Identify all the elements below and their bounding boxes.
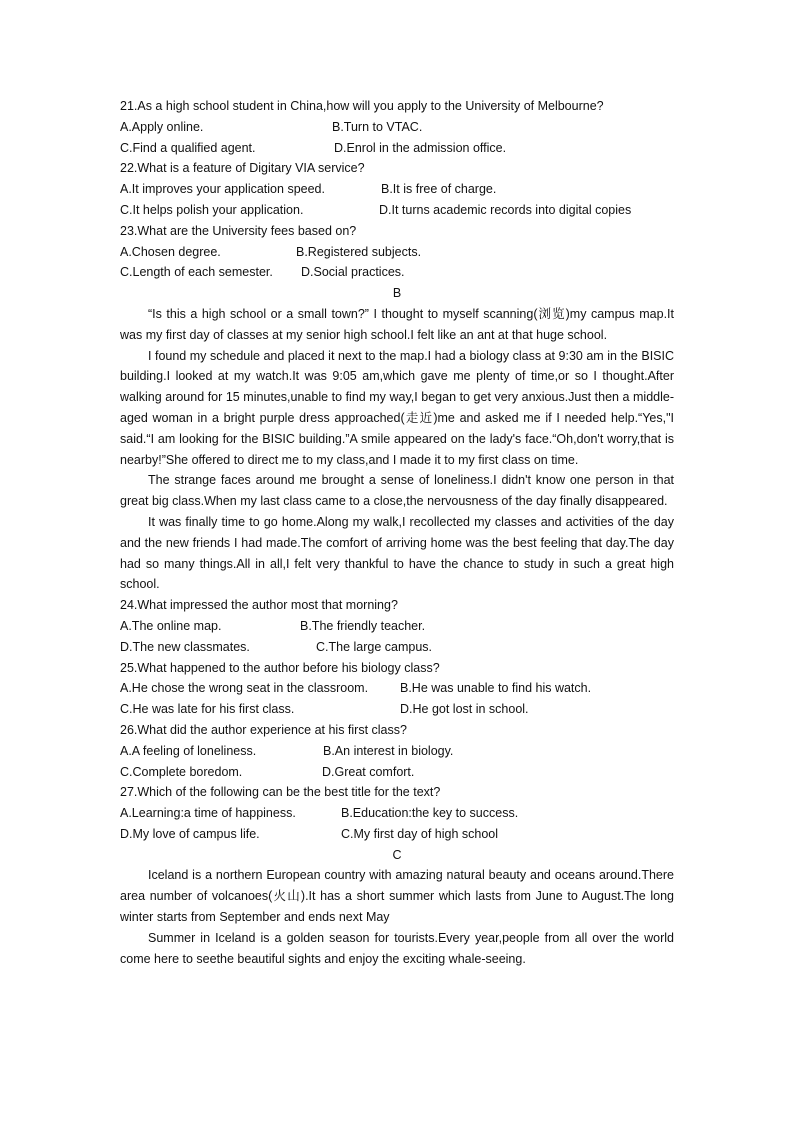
question-25-options-row2	[120, 699, 674, 720]
option-27-a: A.Learning:a time of happiness.	[120, 806, 296, 821]
question-23-stem: 23.What are the University fees based on?	[120, 223, 357, 238]
option-24-d: C.The large campus.	[316, 639, 433, 654]
question-21-options-row1	[120, 117, 674, 138]
section-b-heading: B	[392, 286, 402, 301]
question-21-stem: 21.As a high school student in China,how will you apply to the University of Melbourne?	[120, 99, 604, 113]
passage-b-paragraph-2: I found my schedule and placed it next to the map.I had a biology class at 9:30 am in the BISIC building.I looked at my watch.It was 9:05 am,which gave me plenty of time,or so I thought.After walking around for 15 minutes,unable to find my way,I began to get very anxious.Just then a middle-aged woman in a bright purple dress approached(走近)me and asked me if I needed help.“Yes,"I said.“I am looking for the BISIC building.”A smile appeared on the lady's face.“Oh,don't worry,that is nearby!”She offered to direct me to my class,and I made it to my first class on time.	[120, 348, 674, 467]
passage-c-paragraph-2: Summer in Iceland is a golden season for tourists.Every year,people from all over the world come here to seethe beautiful sights and enjoy the exciting whale-seeing.	[120, 930, 674, 966]
question-26-stem: 26.What did the author experience at his first class?	[120, 722, 407, 737]
question-27-options-row2	[120, 824, 674, 845]
option-23-d: D.Social practices.	[301, 265, 405, 280]
option-27-d: C.My first day of high school	[341, 826, 499, 841]
option-25-d: D.He got lost in school.	[400, 702, 529, 717]
option-24-b: B.The friendly teacher.	[300, 618, 426, 633]
option-24-c: D.The new classmates.	[120, 639, 250, 654]
option-26-c: C.Complete boredom.	[120, 764, 243, 779]
exam-page	[120, 96, 674, 969]
option-23-b: B.Registered subjects.	[296, 244, 422, 259]
question-22-stem: 22.What is a feature of Digitary VIA service?	[120, 161, 365, 176]
option-23-c: C.Length of each semester.	[120, 265, 273, 280]
option-25-a: A.He chose the wrong seat in the classroom.	[120, 681, 369, 696]
option-21-c: C.Find a qualified agent.	[120, 140, 256, 155]
passage-b-paragraph-3: The strange faces around me brought a sense of loneliness.I didn't know one person in that great big class.When my last class came to a close,the nervousness of the day finally disappeared.	[120, 473, 674, 509]
option-26-b: B.An interest in biology.	[323, 743, 454, 758]
question-27-stem: 27.Which of the following can be the best title for the text?	[120, 785, 441, 800]
question-24-options-row2	[120, 637, 674, 658]
passage-b-paragraph-1: “Is this a high school or a small town?” I thought to myself scanning(浏览)my campus map.It was my first day of classes at my senior high school.I felt like an ant at that huge school.	[120, 306, 674, 342]
question-26-options-row1	[120, 741, 674, 762]
passage-c-paragraph-1: Iceland is a northern European country with amazing natural beauty and oceans around.There area number of volcanoes(火山).It has a short summer which lasts from June to August.The long winter starts from September and ends next May	[120, 868, 674, 925]
question-26-options-row2	[120, 762, 674, 783]
option-27-c: D.My love of campus life.	[120, 826, 260, 841]
option-25-c: C.He was late for his first class.	[120, 702, 295, 717]
question-24-stem: 24.What impressed the author most that morning?	[120, 598, 398, 613]
option-27-b: B.Education:the key to success.	[341, 806, 519, 821]
passage-b-paragraph-4: It was finally time to go home.Along my walk,I recollected my classes and activities of the day and the new friends I had made.The comfort of arriving home was the best feeling that day.The day had so many things.All in all,I felt very thankful to have the chance to study in such a great high school.	[120, 514, 674, 592]
question-23-options-row1	[120, 242, 674, 263]
question-22-options-row2	[120, 200, 674, 221]
question-25-options-row1	[120, 678, 674, 699]
option-25-b: B.He was unable to find his watch.	[400, 681, 592, 696]
option-21-b: B.Turn to VTAC.	[332, 119, 423, 134]
option-26-d: D.Great comfort.	[322, 764, 415, 779]
question-27-options-row1	[120, 803, 674, 824]
question-21-options-row2	[120, 138, 674, 159]
option-23-a: A.Chosen degree.	[120, 244, 221, 259]
option-21-a: A.Apply online.	[120, 119, 204, 134]
option-22-c: C.It helps polish your application.	[120, 202, 304, 217]
question-24-options-row1	[120, 616, 674, 637]
question-25-stem: 25.What happened to the author before his biology class?	[120, 660, 440, 675]
option-24-a: A.The online map.	[120, 618, 222, 633]
question-22-options-row1	[120, 179, 674, 200]
question-23-options-row2	[120, 262, 674, 283]
option-26-a: A.A feeling of loneliness.	[120, 743, 257, 758]
option-22-a: A.It improves your application speed.	[120, 182, 325, 197]
option-22-b: B.It is free of charge.	[381, 182, 497, 197]
option-22-d: D.It turns academic records into digital copies	[379, 202, 632, 217]
option-21-d: D.Enrol in the admission office.	[334, 140, 507, 155]
section-c-heading: C	[392, 847, 402, 862]
